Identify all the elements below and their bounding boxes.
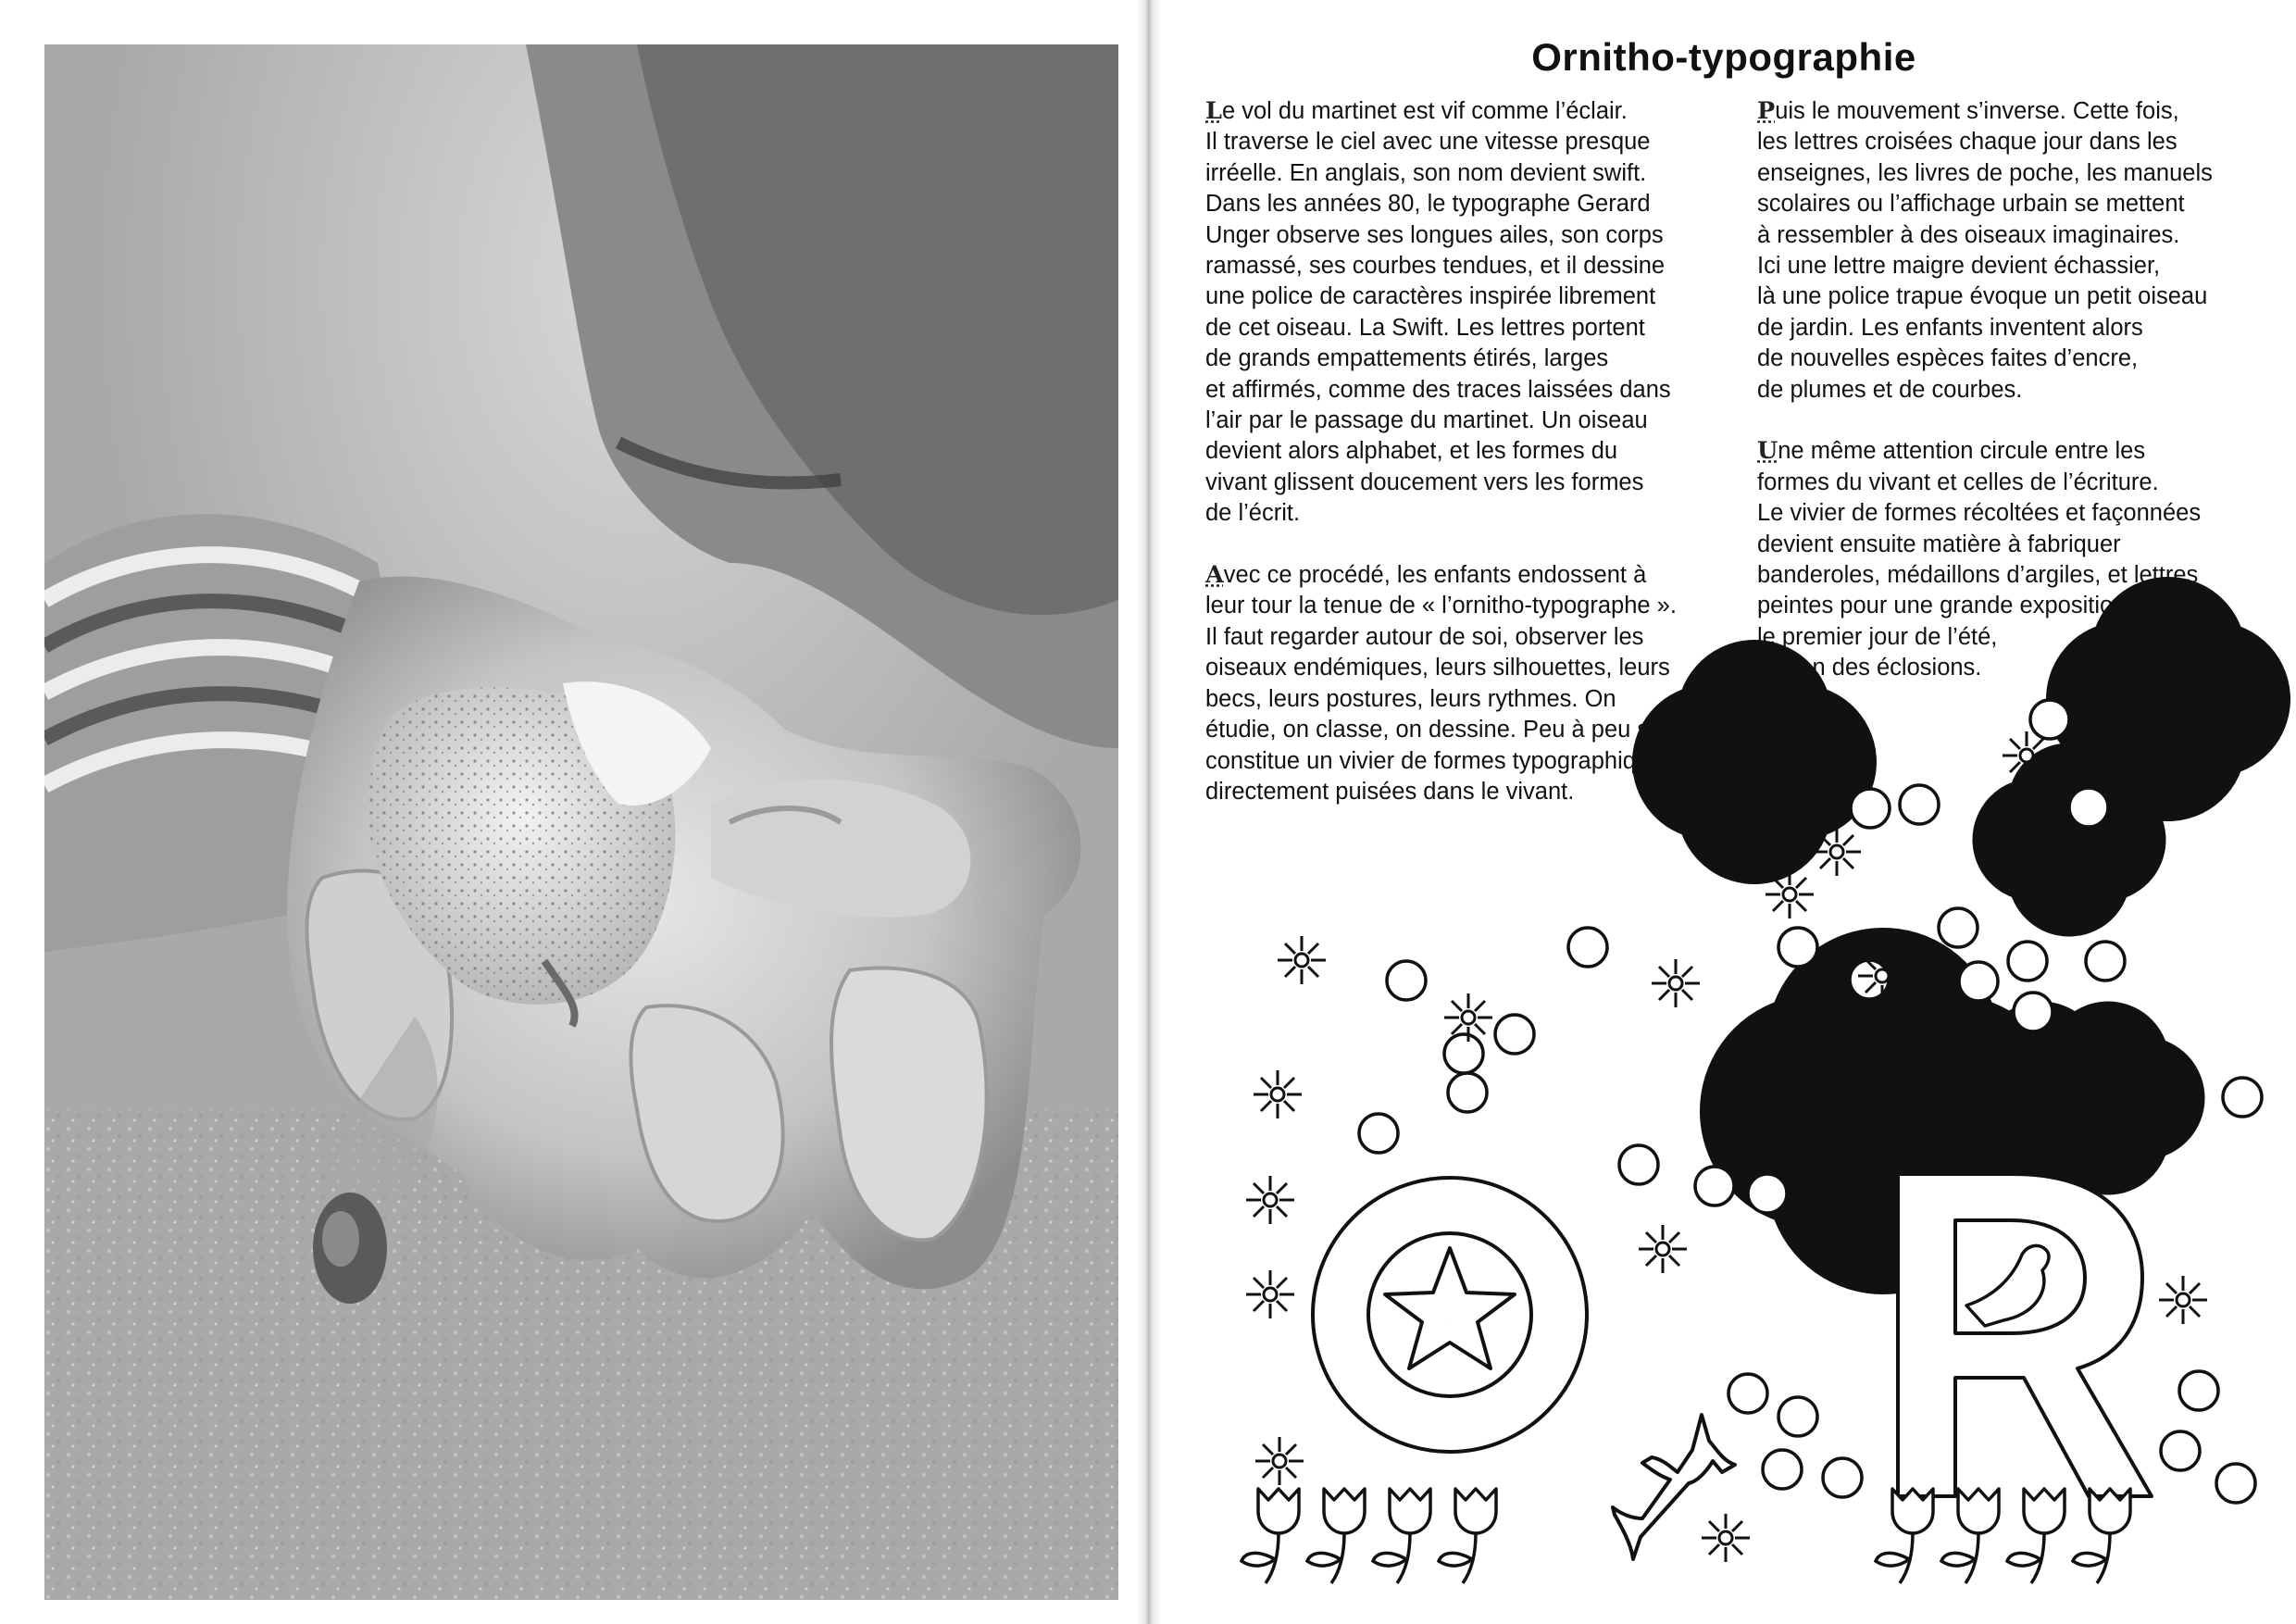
circle-dot-icon <box>2161 1431 2200 1470</box>
asterisk-flower-icon <box>1255 1437 1304 1485</box>
page-title: Ornitho-typographie <box>1531 35 1916 79</box>
circle-dot-icon <box>2179 1371 2218 1410</box>
asterisk-flower-icon <box>1444 993 1492 1042</box>
paragraph-text: ne même attention circule entre les formes du vivant et celles de l’écriture. Le vivier de formes récoltées et façonnées devient ensuite matière à fabriquer banderoles, médaillons d’argiles, et lettres peintes pour une grande exposition le premier jour de l’été, des éclosions. <box>1757 438 2202 681</box>
circle-dot-icon <box>1778 928 1817 967</box>
tulip-icon <box>2007 1489 2065 1583</box>
circle-dot-icon <box>1444 1034 1483 1073</box>
circle-dot-icon <box>2014 993 2053 1031</box>
circle-dot-icon <box>2069 788 2108 827</box>
circle-dot-icon <box>2030 700 2069 739</box>
asterisk-flower-icon <box>2159 1276 2207 1324</box>
asterisk-flower-icon <box>1639 1225 1687 1273</box>
asterisk-flower-icon <box>1246 1270 1294 1318</box>
tulip-icon <box>2073 1489 2130 1583</box>
letter-R-group <box>1898 1174 2152 1496</box>
circle-dot-icon <box>2223 1078 2262 1117</box>
circle-dot-icon <box>1728 1374 1767 1413</box>
asterisk-flower-icon <box>1278 936 1326 984</box>
tulip-icon <box>1242 1489 1299 1583</box>
tulip-icon <box>1307 1489 1365 1583</box>
tulip-icon <box>1941 1489 1999 1583</box>
letter-O-label: O <box>1449 1324 1451 1325</box>
circle-dot-icon <box>2086 942 2125 981</box>
circle-dot-icon <box>1359 1114 1398 1153</box>
tulips-left <box>1242 1489 1496 1583</box>
circle-dot-icon <box>1763 1450 1802 1489</box>
circle-dot-icon <box>1495 1015 1534 1054</box>
circle-dot-icon <box>1823 1458 1862 1497</box>
circle-dot-icon <box>1900 785 1939 824</box>
paragraph-text: e vol du martinet est vif comme l’éclair. Il traverse le ciel avec une vitesse presque irréelle. En anglais, son nom devient swift. Dans les années 80, le typographe Gerard Unger observe ses longues ailes, son corps ramassé, ses courbes tendues, et il dessine une police de caractères inspirée librement de cet oiseau. La Swift. Les lettres portent de grands empattements étirés, larges et affirmés, comme des traces laissées dans l’air par le passage du martinet. Un oiseau devient alors alphabet, et les formes du vivant glissent doucement vers les formes de l’écrit. <box>1205 98 1671 527</box>
letter-R-label: R <box>2021 1333 2023 1334</box>
asterisk-flower-icon <box>1254 1070 1302 1118</box>
letter-O-group <box>1313 1178 1587 1452</box>
circle-dot-icon <box>1695 1167 1734 1206</box>
asterisk-flower-icon <box>1702 1514 1750 1562</box>
circle-dot-icon <box>1619 1145 1658 1184</box>
sparkle-icon <box>2073 1063 2143 1133</box>
circle-dot-icon <box>1851 789 1890 828</box>
tulip-icon <box>1439 1489 1496 1583</box>
paragraph-text: vec ce procédé, les enfants endossent à leur tour la tenue de « l’ornitho-typographe ». Il faut regarder autour de soi, observer les oiseaux endémiques, leurs silhouettes, leurs becs, leurs postures, leurs rythmes. On étudie, on classe, on dessine. Peu à peu constitue un vivier de formes typographiques directement puisées dans le vivant. <box>1205 562 1677 805</box>
dropcap-letter: P <box>1757 97 1776 125</box>
circle-dot-icon <box>1448 1073 1487 1112</box>
asterisk-flower-icon <box>1652 959 1700 1007</box>
circle-dot-icon <box>1959 962 1998 1001</box>
circle-dot-icon <box>1568 928 1607 967</box>
photo-hand-holding-eggshell <box>44 44 1118 1600</box>
circle-dot-icon <box>1387 961 1426 1000</box>
coloring-illustration <box>1152 0 2296 1624</box>
dropcap-letter: L <box>1205 97 1222 125</box>
tulip-icon <box>1876 1489 1933 1583</box>
circle-dot-icon <box>1778 1397 1817 1436</box>
dropcap-letter: U <box>1757 437 1778 466</box>
circle-dot-icon <box>2008 942 2047 981</box>
swift-bird-icon <box>1613 1415 1735 1559</box>
paragraph-text: uis le mouvement s’inverse. Cette fois, les lettres croisées chaque jour dans les enseignes, les livres de poche, les manuels scolaires ou l’affichage urbain se mettent à ressembler à des oiseaux imaginaires. Ici une lettre maigre devient échassier, là une police trapue évoque un petit oiseau de jardin. Les enfants inventent alors de nouvelles espèces faites d’encre, de plumes et de courbes. <box>1757 98 2213 403</box>
circle-dot-icon <box>1939 908 1978 947</box>
circle-dot-icon <box>2216 1464 2255 1503</box>
sparkle-icon <box>2124 655 2213 743</box>
circle-dot-icon <box>1748 1174 1787 1213</box>
dropcap-letter: A <box>1205 561 1224 590</box>
tulip-icon <box>1373 1489 1430 1583</box>
tulips-right <box>1876 1489 2130 1583</box>
sparkle-icon <box>1710 718 1799 806</box>
asterisk-flower-icon <box>1246 1176 1294 1224</box>
